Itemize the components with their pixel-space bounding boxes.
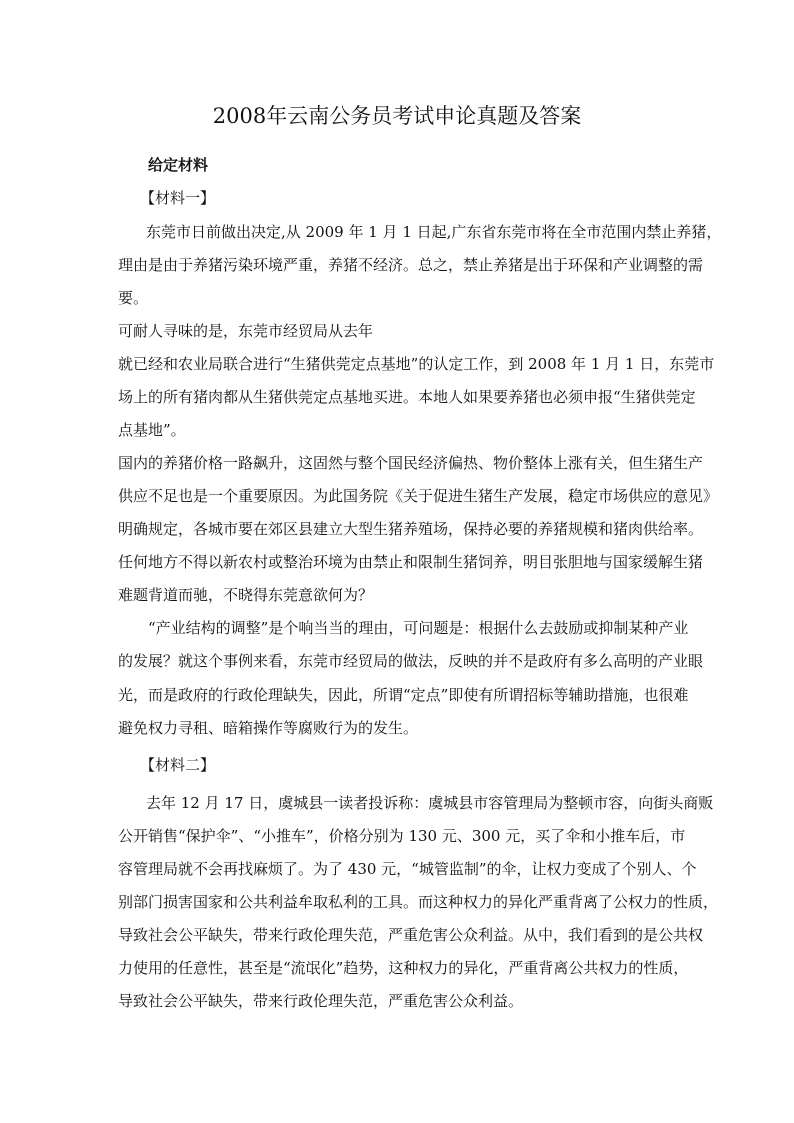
paragraph-line: 的发展？就这个事例来看，东莞市经贸局的做法，反映的并不是政府有多么高明的产业眼 [118, 652, 704, 670]
paragraph-line: 公开销售“保护伞”、“小推车”，价格分别为 130 元、300 元，买了伞和小推车后，市 [118, 827, 686, 845]
paragraph-line: 别部门损害国家和公共利益牟取私利的工具。而这种权力的异化严重背离了公权力的性质， [118, 893, 719, 911]
paragraph-line: 光，而是政府的行政伦理缺失，因此，所谓“定点”即使有所谓招标等辅助措施，也很难 [118, 686, 689, 704]
paragraph-line: “产业结构的调整”是个响当当的理由，可问题是：根据什么去鼓励或抑制某种产业 [148, 619, 689, 637]
paragraph-line: 导致社会公平缺失，带来行政伦理失范，严重危害公众利益。 [118, 992, 524, 1010]
paragraph-line: 可耐人寻味的是，东莞市经贸局从去年 [118, 322, 374, 340]
paragraph-line: 理由是由于养猪污染环境严重，养猪不经济。总之，禁止养猪是出于环保和产业调整的需 [118, 256, 704, 274]
paragraph-line: 力使用的任意性，甚至是“流氓化”趋势，这种权力的异化，严重背离公共权力的性质， [118, 959, 689, 977]
paragraph-line: 要。 [118, 289, 149, 307]
paragraph-line: 容管理局就不会再找麻烦了。为了 430 元，“城管监制”的伞，让权力变成了个别人、个 [118, 860, 697, 878]
paragraph-line: 供应不足也是一个重要原因。为此国务院《关于促进生猪生产发展，稳定市场供应的意见》 [118, 487, 719, 505]
document-title: 2008年云南公务员考试申论真题及答案 [212, 104, 582, 128]
material-two-label: 【材料二】 [140, 756, 216, 774]
paragraph-line: 明确规定，各城市要在郊区县建立大型生猪养殖场，保持必要的养猪规模和猪肉供给率。 [118, 520, 704, 538]
paragraph-line: 避免权力寻租、暗箱操作等腐败行为的发生。 [118, 719, 419, 737]
material-one-label: 【材料一】 [140, 189, 216, 207]
paragraph-line: 导致社会公平缺失，带来行政伦理失范，严重危害公众利益。从中，我们看到的是公共权 [118, 926, 704, 944]
paragraph-line: 难题背道而驰，不晓得东莞意欲何为？ [118, 586, 374, 604]
section-label: 给定材料 [148, 156, 209, 174]
paragraph-line: 场上的所有猪肉都从生猪供莞定点基地买进。本地人如果要养猪也必须申报“生猪供莞定 [118, 388, 696, 406]
paragraph-line: 就已经和农业局联合进行“生猪供莞定点基地”的认定工作，到 2008 年 1 月 1 日，东莞市 [118, 355, 715, 373]
paragraph-line: 国内的养猪价格一路飙升，这固然与整个国民经济偏热、物价整体上涨有关，但生猪生产 [118, 454, 704, 472]
paragraph-line: 东莞市日前做出决定,从 2009 年 1 月 1 日起,广东省东莞市将在全市范围内禁止养猪， [146, 223, 722, 241]
paragraph-line: 去年 12 月 17 日，虞城县一读者投诉称：虞城县市容管理局为整顿市容，向街头商贩 [146, 794, 714, 812]
paragraph-line: 任何地方不得以新农村或整治环境为由禁止和限制生猪饲养，明目张胆地与国家缓解生猪 [118, 553, 704, 571]
paragraph-line: 点基地”。 [118, 421, 186, 439]
